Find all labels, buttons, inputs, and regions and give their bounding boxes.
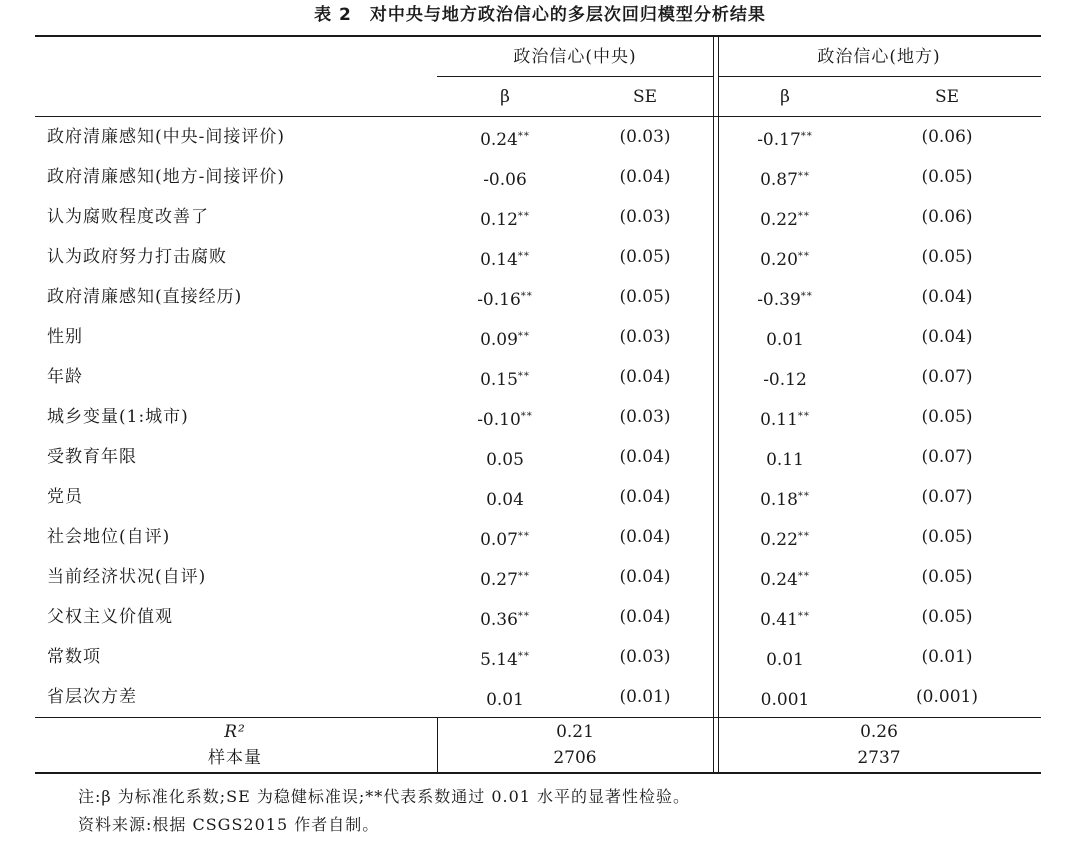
se-local: (0.07) xyxy=(921,367,973,387)
top-rule xyxy=(35,35,1041,37)
beta-local: 0.11** xyxy=(760,410,810,430)
r-squared-label: R² xyxy=(224,722,246,742)
se-local: (0.05) xyxy=(921,247,973,267)
se-central: (0.05) xyxy=(619,287,671,307)
beta-local: 0.01 xyxy=(766,330,804,350)
se-central: (0.04) xyxy=(619,527,671,547)
se-local: (0.04) xyxy=(921,327,973,347)
beta-local: 0.001 xyxy=(760,690,810,710)
beta-local: 0.18** xyxy=(760,490,810,510)
header-se-central: SE xyxy=(632,87,658,107)
beta-central: 0.09** xyxy=(480,330,530,350)
header-beta-local: β xyxy=(780,87,790,107)
group-divider-left xyxy=(713,37,714,772)
se-local: (0.07) xyxy=(921,447,973,467)
beta-local: 0.22** xyxy=(760,530,810,550)
beta-central: 0.12** xyxy=(480,210,530,230)
se-central: (0.05) xyxy=(619,247,671,267)
se-central: (0.04) xyxy=(619,607,671,627)
se-central: (0.03) xyxy=(619,647,671,667)
se-central: (0.03) xyxy=(619,207,671,227)
beta-central: 0.04 xyxy=(486,490,524,510)
row-label: 城乡变量(1:城市) xyxy=(47,407,189,427)
row-label: 政府清廉感知(中央-间接评价) xyxy=(47,127,286,147)
header-bottom-rule xyxy=(35,116,1041,117)
table-note: 注:β 为标准化系数;SE 为稳健标准误;**代表系数通过 0.01 水平的显著性检验。 xyxy=(78,787,691,806)
se-local: (0.06) xyxy=(921,127,973,147)
body-bottom-rule xyxy=(35,717,1041,718)
row-label: 党员 xyxy=(47,487,83,507)
se-central: (0.04) xyxy=(619,487,671,507)
table-source: 资料来源:根据 CSGS2015 作者自制。 xyxy=(78,815,380,834)
beta-central: -0.06 xyxy=(483,170,527,190)
se-local: (0.04) xyxy=(921,287,973,307)
beta-central: 0.14** xyxy=(480,250,530,270)
row-label: 当前经济状况(自评) xyxy=(47,567,207,587)
beta-central: -0.10** xyxy=(477,410,533,430)
row-label: 认为政府努力打击腐败 xyxy=(47,247,227,267)
sample-size-label: 样本量 xyxy=(208,748,262,768)
se-local: (0.05) xyxy=(921,167,973,187)
beta-local: 0.41** xyxy=(760,610,810,630)
header-group-central: 政治信心(中央) xyxy=(513,47,637,67)
beta-local: 0.87** xyxy=(760,170,810,190)
group-divider-right xyxy=(718,37,719,772)
beta-central: 0.15** xyxy=(480,370,530,390)
beta-local: 0.20** xyxy=(760,250,810,270)
header-beta-central: β xyxy=(500,87,510,107)
row-label: 受教育年限 xyxy=(47,447,137,467)
beta-local: -0.12 xyxy=(763,370,807,390)
beta-local: 0.01 xyxy=(766,650,804,670)
se-local: (0.001) xyxy=(916,687,978,707)
beta-central: 0.07** xyxy=(480,530,530,550)
header-se-local: SE xyxy=(934,87,960,107)
header-mid-rule-local xyxy=(719,76,1041,77)
se-central: (0.03) xyxy=(619,327,671,347)
beta-central: 0.24** xyxy=(480,130,530,150)
se-local: (0.05) xyxy=(921,567,973,587)
se-local: (0.01) xyxy=(921,647,973,667)
se-central: (0.03) xyxy=(619,127,671,147)
r-squared-local: 0.26 xyxy=(860,722,898,742)
beta-local: -0.17** xyxy=(757,130,813,150)
table-title: 表 2 对中央与地方政治信心的多层次回归模型分析结果 xyxy=(314,5,766,25)
beta-local: 0.22** xyxy=(760,210,810,230)
beta-central: 0.05 xyxy=(486,450,524,470)
beta-central: 0.36** xyxy=(480,610,530,630)
se-central: (0.04) xyxy=(619,447,671,467)
header-mid-rule-central xyxy=(437,76,713,77)
row-label: 年龄 xyxy=(47,367,83,387)
row-label: 省层次方差 xyxy=(47,687,137,707)
sample-size-local: 2737 xyxy=(857,748,901,768)
se-central: (0.04) xyxy=(619,367,671,387)
r-squared-central: 0.21 xyxy=(556,722,594,742)
beta-local: -0.39** xyxy=(757,290,813,310)
se-central: (0.04) xyxy=(619,167,671,187)
row-label: 政府清廉感知(直接经历) xyxy=(47,287,243,307)
se-local: (0.05) xyxy=(921,407,973,427)
row-label: 性别 xyxy=(47,327,83,347)
se-local: (0.06) xyxy=(921,207,973,227)
beta-local: 0.11 xyxy=(766,450,804,470)
se-central: (0.01) xyxy=(619,687,671,707)
row-label: 常数项 xyxy=(47,647,101,667)
row-label: 认为腐败程度改善了 xyxy=(47,207,209,227)
row-label: 父权主义价值观 xyxy=(47,607,173,627)
beta-central: 0.01 xyxy=(486,690,524,710)
se-local: (0.07) xyxy=(921,487,973,507)
se-local: (0.05) xyxy=(921,527,973,547)
bottom-rule xyxy=(35,772,1041,774)
se-local: (0.05) xyxy=(921,607,973,627)
header-group-local: 政治信心(地方) xyxy=(817,47,941,67)
beta-central: 5.14** xyxy=(480,650,530,670)
row-label: 政府清廉感知(地方-间接评价) xyxy=(47,167,286,187)
se-central: (0.04) xyxy=(619,567,671,587)
beta-central: -0.16** xyxy=(477,290,533,310)
row-label: 社会地位(自评) xyxy=(47,527,171,547)
sample-size-central: 2706 xyxy=(553,748,597,768)
beta-local: 0.24** xyxy=(760,570,810,590)
beta-central: 0.27** xyxy=(480,570,530,590)
se-central: (0.03) xyxy=(619,407,671,427)
